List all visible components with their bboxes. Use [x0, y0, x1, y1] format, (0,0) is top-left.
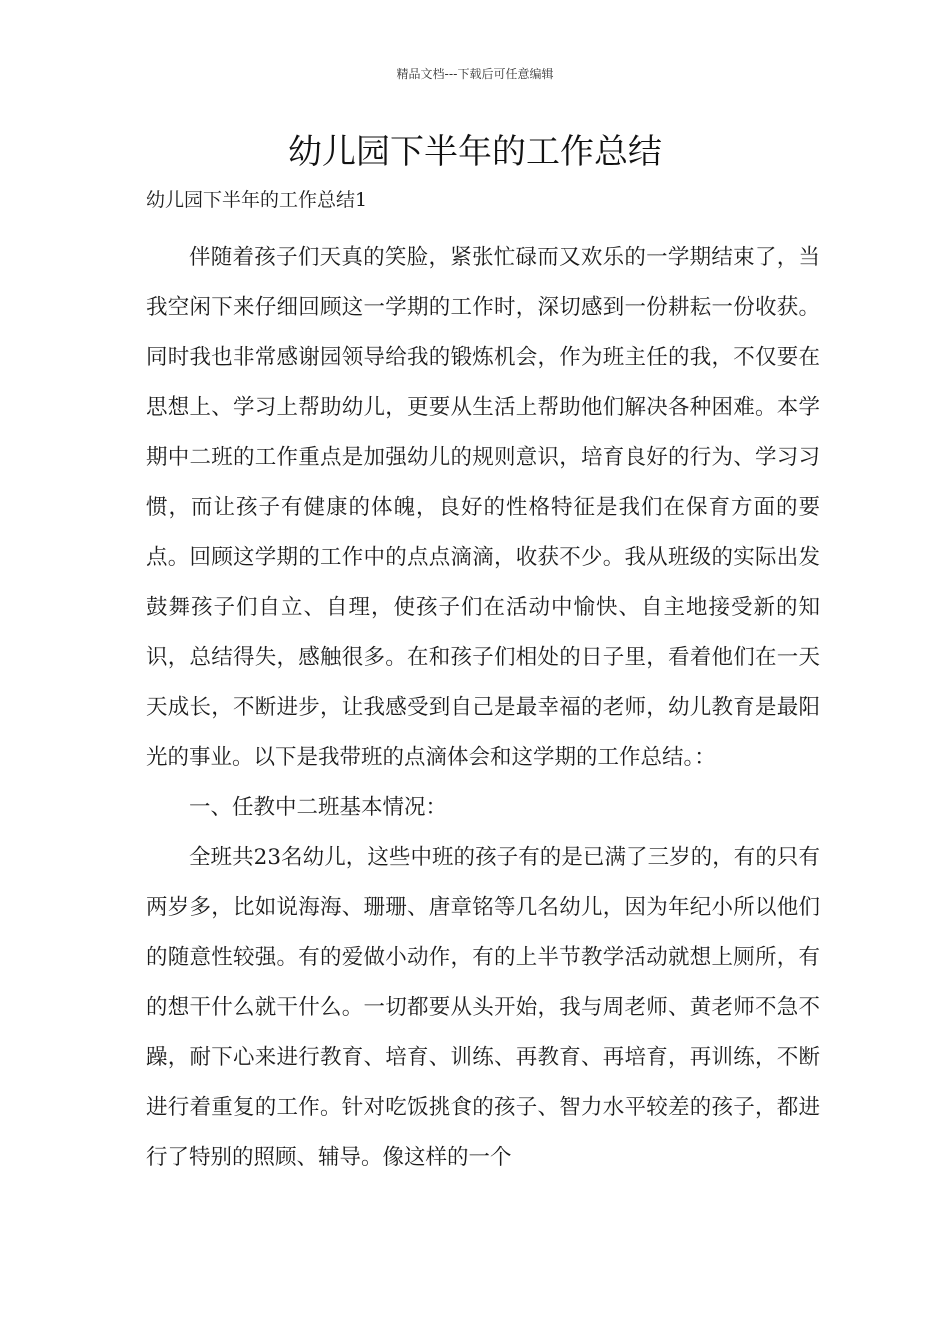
- document-title: 幼儿园下半年的工作总结: [288, 132, 662, 172]
- paragraph: 全班共23名幼儿，这些中班的孩子有的是已满了三岁的，有的只有两岁多，比如说海海、珊珊、唐章铭等几名幼儿，因为年纪小所以他们的随意性较强。有的爱做小动作，有的上半节教学活动就想上厕所，有的想干什么就干什么。一切都要从头开始，我与周老师、黄老师不急不躁，耐下心来进行教育、培育、训练、再教育、再培育，再训练，不断进行着重复的工作。针对吃饭挑食的孩子、智力水平较差的孩子，都进行了特别的照顾、辅导。像这样的一个: [146, 845, 820, 1170]
- document-body: [146, 233, 820, 1183]
- page-header: 精品文档---下载后可任意编辑: [396, 67, 554, 81]
- document-subtitle: 幼儿园下半年的工作总结1: [146, 189, 368, 211]
- section-heading: 一、任教中二班基本情况：: [189, 795, 448, 820]
- paragraph: 伴随着孩子们天真的笑脸，紧张忙碌而又欢乐的一学期结束了，当我空闲下来仔细回顾这一学期的工作时，深切感到一份耕耘一份收获。同时我也非常感谢园领导给我的锻炼机会，作为班主任的我，不仅要在思想上、学习上帮助幼儿，更要从生活上帮助他们解决各种困难。本学期中二班的工作重点是加强幼儿的规则意识，培育良好的行为、学习习惯，而让孩子有健康的体魄，良好的性格特征是我们在保育方面的要点。回顾这学期的工作中的点点滴滴，收获不少。我从班级的实际出发鼓舞孩子们自立、自理，使孩子们在活动中愉快、自主地接受新的知识，总结得失，感触很多。在和孩子们相处的日子里，看着他们在一天天成长，不断进步，让我感受到自己是最幸福的老师，幼儿教育是最阳光的事业。以下是我带班的点滴体会和这学期的工作总结。：: [146, 245, 820, 770]
